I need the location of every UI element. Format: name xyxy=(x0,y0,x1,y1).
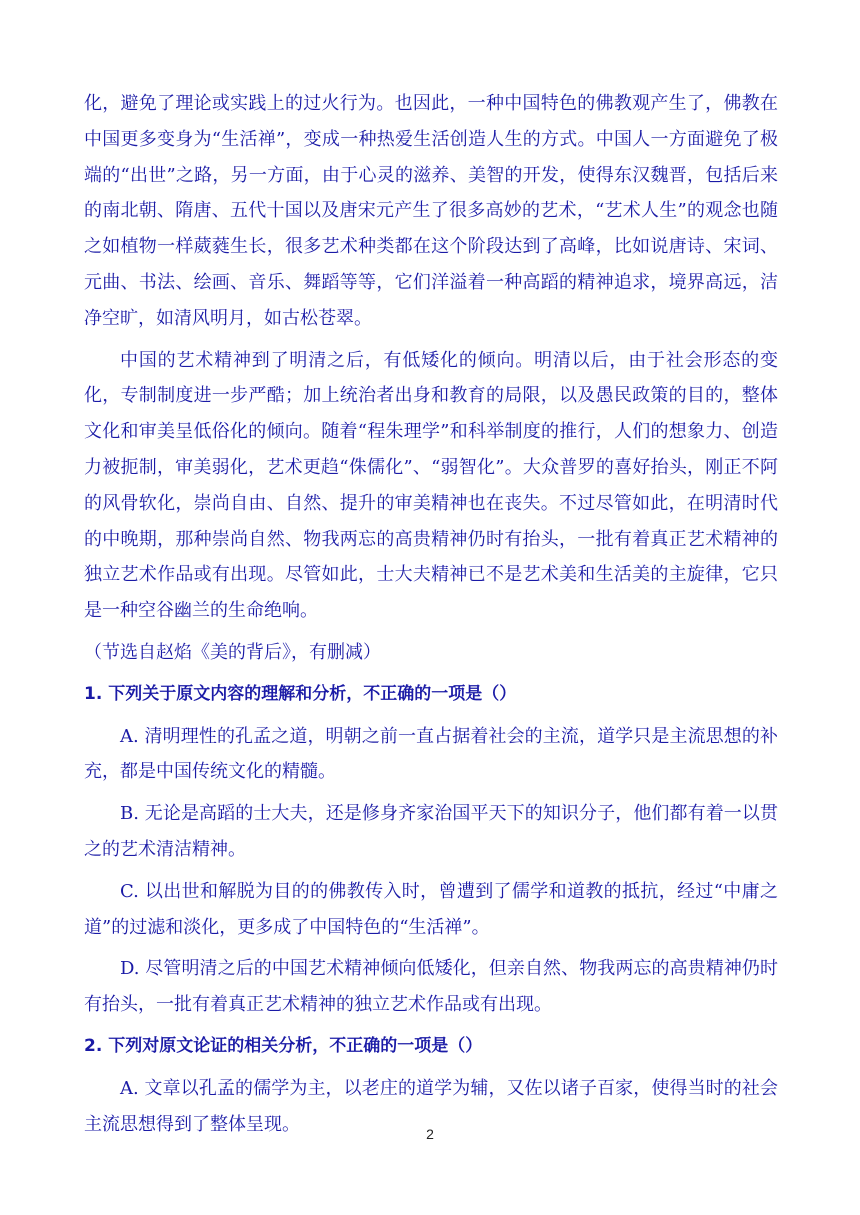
question-1-option-d: D. 尽管明清之后的中国艺术精神倾向低矮化，但亲自然、物我两忘的高贵精神仍时有抬头，一批有着真正艺术精神的独立艺术作品或有出现。 xyxy=(84,958,778,1016)
question-2-option-a: A. 文章以孔孟的儒学为主，以老庄的道学为辅，又佐以诸子百家，使得当时的社会主流思想得到了整体呈现。 xyxy=(84,1077,778,1135)
question-1 xyxy=(84,677,778,1023)
question-1-option-a: A. 清明理性的孔孟之道，明朝之前一直占据着社会的主流，道学只是主流思想的补充，都是中国传统文化的精髓。 xyxy=(84,725,778,783)
passage-paragraph-2: 中国的艺术精神到了明清之后，有低矮化的倾向。明清以后，由于社会形态的变化，专制制度进一步严酷；加上统治者出身和教育的局限，以及愚民政策的目的，整体文化和审美呈低俗化的倾向。随着“程朱理学”和科举制度的推行，人们的想象力、创造力被扼制，审美弱化，艺术更趋“侏儒化”、“弱智化”。大众普罗的喜好抬头，刚正不阿的风骨软化，崇尚自由、自然、提升的审美精神也在丧失。不过尽管如此，在明清时代的中晚期，那种崇尚自然、物我两忘的高贵精神仍时有抬头，一批有着真正艺术精神的独立艺术作品或有出现。尽管如此，士大夫精神已不是艺术美和生活美的主旋律，它只是一种空谷幽兰的生命绝响。 xyxy=(84,349,778,622)
page-number: 2 xyxy=(426,1126,434,1142)
question-1-option-b: B. 无论是高蹈的士大夫，还是修身齐家治国平天下的知识分子，他们都有着一以贯之的艺术清洁精神。 xyxy=(84,803,778,860)
document-body xyxy=(84,86,778,1148)
question-1-stem: 1. 下列关于原文内容的理解和分析，不正确的一项是（） xyxy=(84,683,517,704)
question-2-stem: 2. 下列对原文论证的相关分析，不正确的一项是（） xyxy=(84,1035,483,1056)
passage-source: （节选自赵焰《美的背后》，有删减） xyxy=(84,641,381,663)
question-1-option-c: C. 以出世和解脱为目的的佛教传入时，曾遭到了儒学和道教的抵抗，经过“中庸之道”的过滤和淡化，更多成了中国特色的“生活禅”。 xyxy=(84,880,778,938)
passage-paragraph-1: 化，避免了理论或实践上的过火行为。也因此，一种中国特色的佛教观产生了，佛教在中国更多变身为“生活禅”，变成一种热爱生活创造人生的方式。中国人一方面避免了极端的“出世”之路，另一方面，由于心灵的滋养、美智的开发，使得东汉魏晋，包括后来的南北朝、隋唐、五代十国以及唐宋元产生了很多高妙的艺术，“艺术人生”的观念也随之如植物一样葳蕤生长，很多艺术种类都在这个阶段达到了高峰，比如说唐诗、宋词、元曲、书法、绘画、音乐、舞蹈等等，它们洋溢着一种高蹈的精神追求，境界高远，洁净空旷，如清风明月，如古松苍翠。 xyxy=(84,93,778,329)
